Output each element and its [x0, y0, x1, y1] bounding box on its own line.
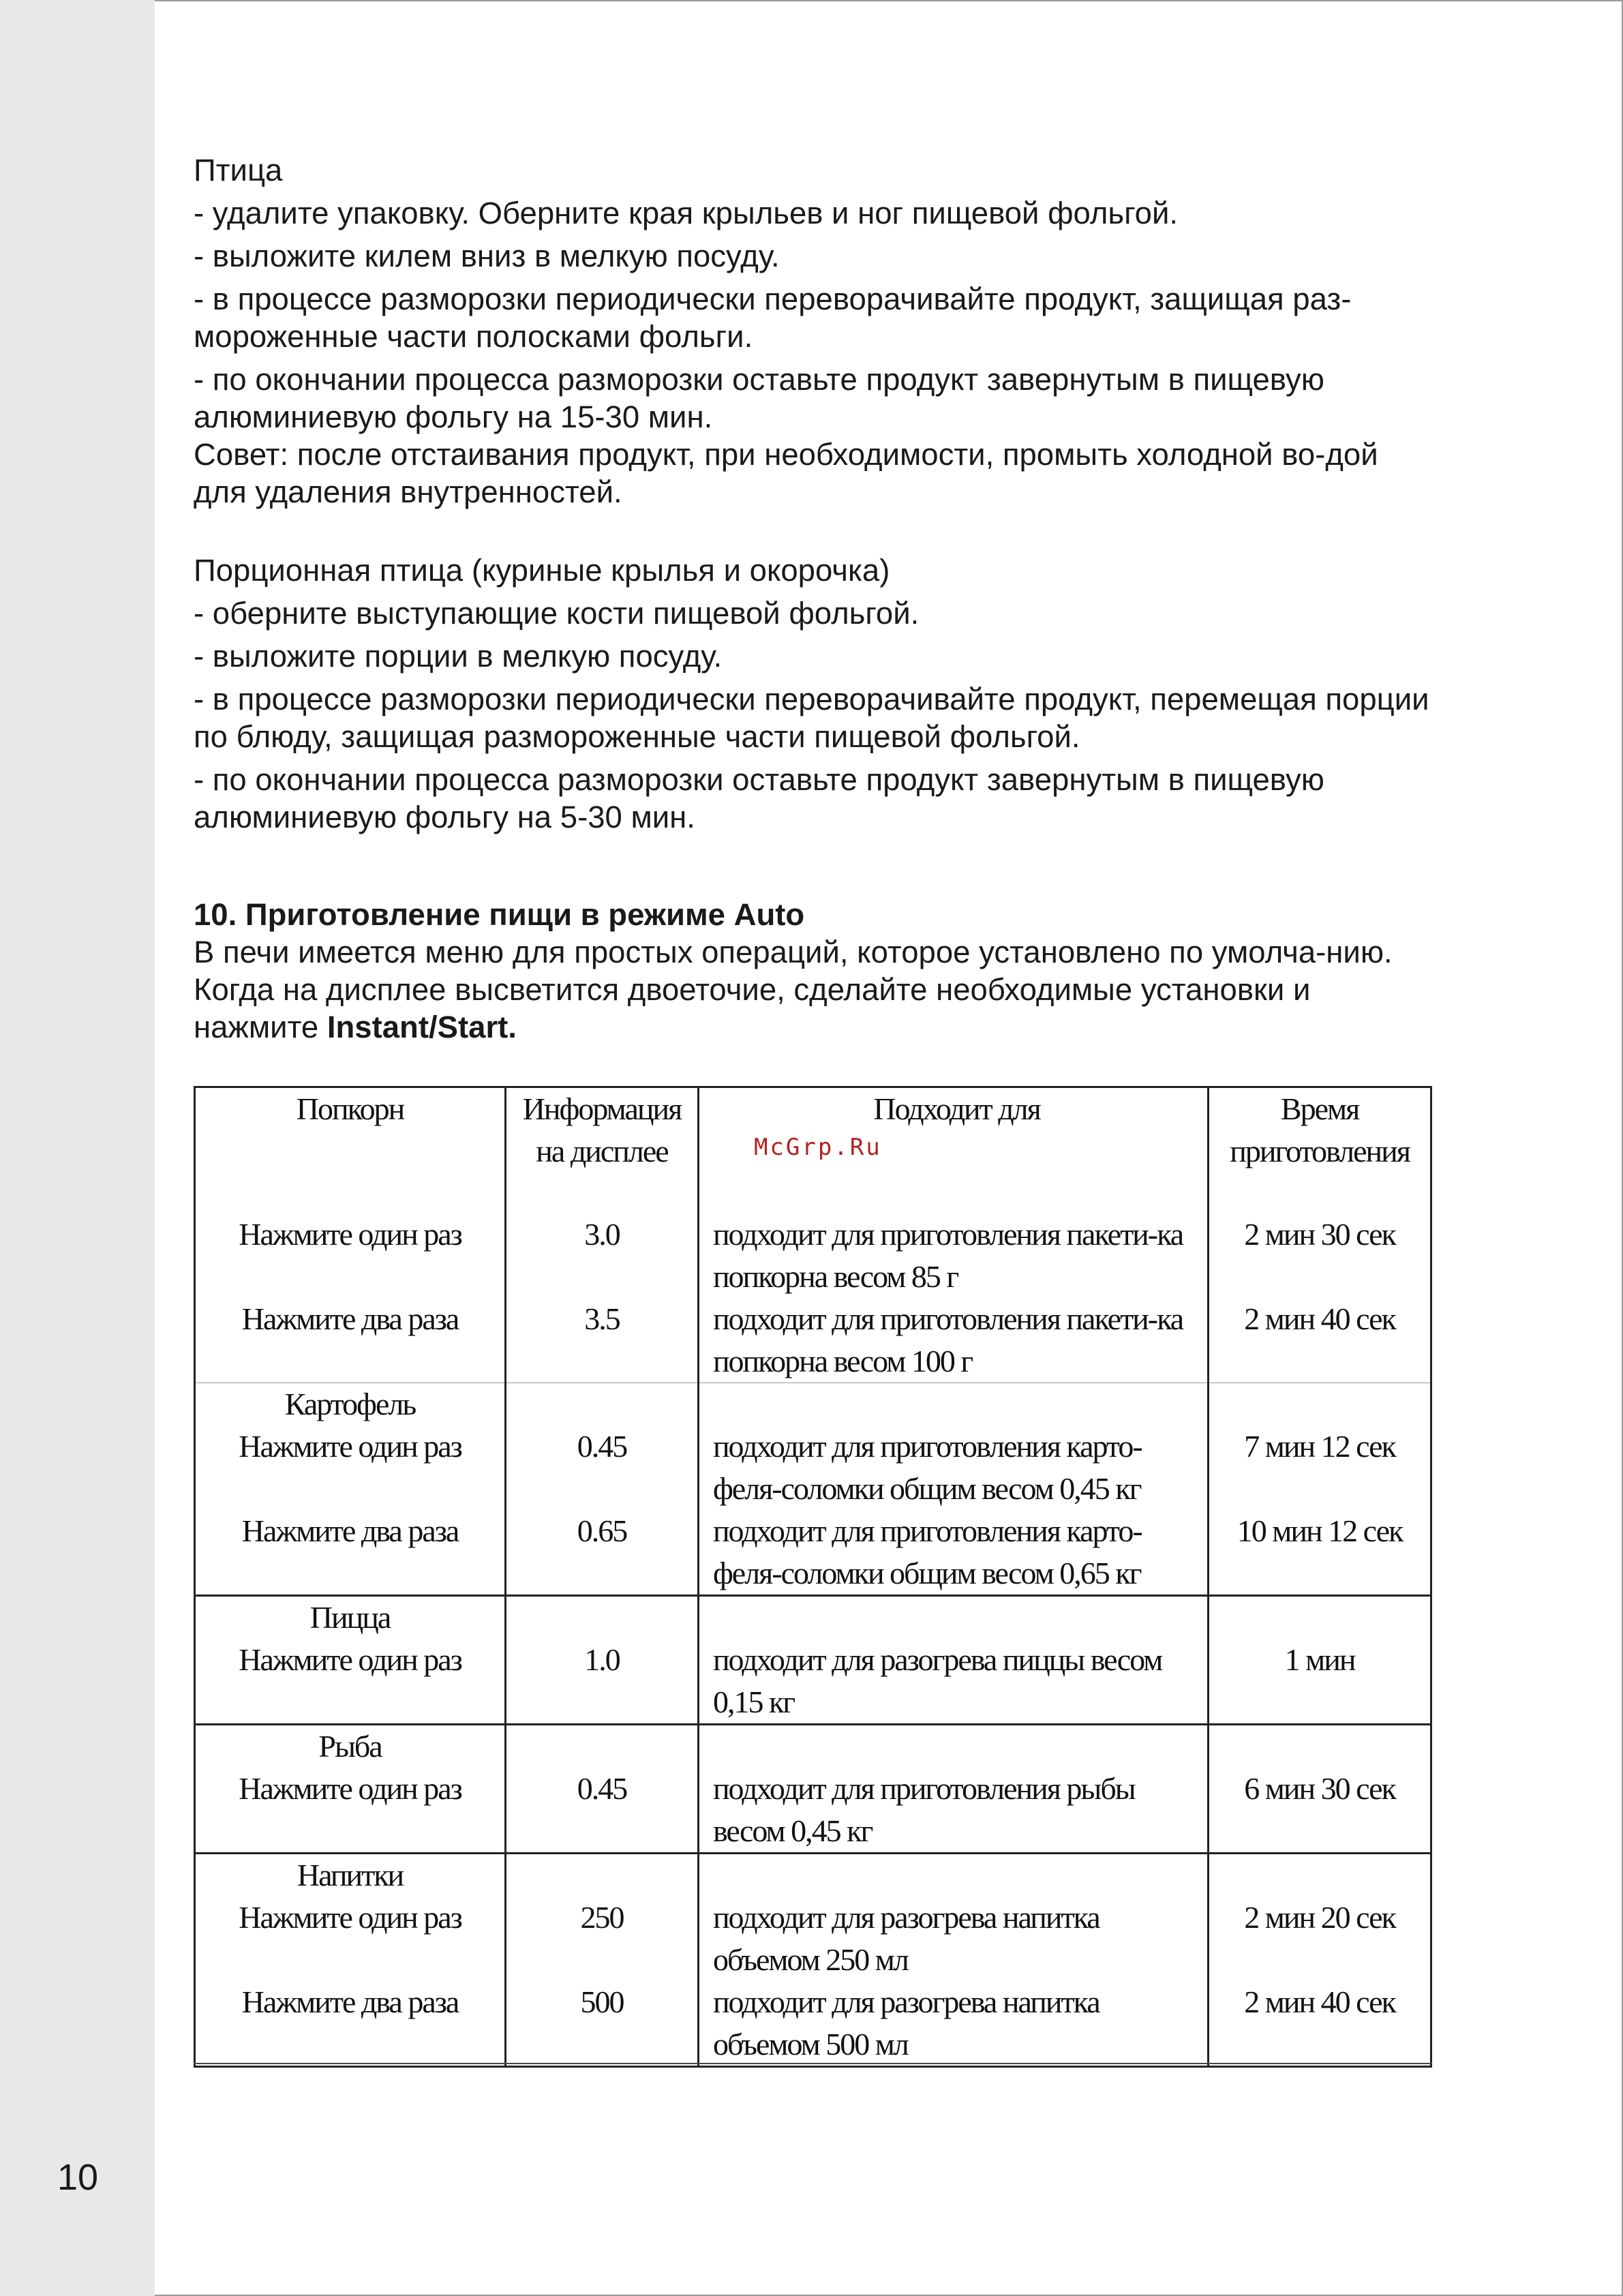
table-row: [195, 1639, 1431, 1725]
time-cell: 1 мин: [1209, 1639, 1431, 1725]
display-cell: 0.45: [506, 1768, 699, 1854]
group-title-row: [195, 1725, 1431, 1768]
portion-line: - выложите порции в мелкую посуду.: [194, 639, 723, 674]
display-cell: 1.0: [506, 1639, 699, 1725]
table-row: [195, 1298, 1431, 1383]
table-row: [195, 1768, 1431, 1854]
display-cell: 500: [506, 1981, 699, 2067]
display-cell: 0.65: [506, 1510, 699, 1596]
press-cell: Нажмите два раза: [195, 1981, 506, 2067]
desc-cell: подходит для разогрева напитка объемом 250 мл: [698, 1897, 1208, 1981]
bird-line: - по окончании процесса разморозки оставьте продукт завернутым в пищевую алюминиевую фольгу на 15-30 мин.: [194, 362, 1324, 434]
desc-cell: подходит для приготовления карто-феля-соломки общим весом 0,65 кг: [698, 1510, 1208, 1596]
desc-cell: подходит для приготовления карто-феля-соломки общим весом 0,45 кг: [698, 1425, 1208, 1510]
desc-cell: подходит для разогрева пиццы весом 0,15 кг: [698, 1639, 1208, 1725]
header-display: Информация на дисплее: [506, 1087, 699, 1173]
display-cell: 3.0: [506, 1213, 699, 1298]
table-row: [195, 1981, 1431, 2067]
bird-title: Птица: [194, 153, 283, 187]
auto-intro-text: В печи имеется меню для простых операций, которое установлено по умолча-нию. Когда на дисплее высветится двоеточие, сделайте необходимые установки и нажмите: [194, 935, 1393, 1044]
press-cell: Нажмите два раза: [195, 1298, 506, 1383]
header-time: Время приготовления: [1209, 1087, 1431, 1173]
press-cell: Нажмите один раз: [195, 1897, 506, 1981]
document-content: [194, 151, 1434, 1046]
auto-menu-table: [194, 1086, 1432, 2068]
group-title-potato: Картофель: [195, 1383, 506, 1426]
desc-cell: подходит для разогрева напитка объемом 500 мл: [698, 1981, 1208, 2067]
table-row: [195, 1213, 1431, 1298]
group-title-drinks: Напитки: [195, 1854, 506, 1897]
time-cell: 2 мин 40 сек: [1209, 1981, 1431, 2067]
group-title-row: [195, 1596, 1431, 1640]
press-cell: Нажмите один раз: [195, 1639, 506, 1725]
time-cell: 10 мин 12 сек: [1209, 1510, 1431, 1596]
time-cell: 2 мин 30 сек: [1209, 1213, 1431, 1298]
display-cell: 3.5: [506, 1298, 699, 1383]
desc-cell: подходит для приготовления рыбы весом 0,45 кг: [698, 1768, 1208, 1854]
table-spacer-row: [195, 1173, 1431, 1213]
group-title-row: [195, 1383, 1431, 1426]
time-cell: 7 мин 12 сек: [1209, 1425, 1431, 1510]
group-title-pizza: Пицца: [195, 1596, 506, 1640]
auto-menu-table-wrap: [194, 1086, 1432, 2068]
time-cell: 2 мин 20 сек: [1209, 1897, 1431, 1981]
portion-line: - оберните выступающие кости пищевой фольгой.: [194, 596, 920, 631]
header-popcorn: Попкорн: [195, 1087, 506, 1173]
display-cell: 0.45: [506, 1425, 699, 1510]
watermark: McGrp.Ru: [753, 1134, 882, 1161]
table-row: [195, 1510, 1431, 1596]
bird-line: - удалите упаковку. Оберните края крыльев и ног пищевой фольгой.: [194, 196, 1179, 230]
bird-line: - выложите килем вниз в мелкую посуду.: [194, 239, 780, 273]
header-suitable: Подходит для McGrp.Ru: [698, 1087, 1208, 1173]
press-cell: Нажмите один раз: [195, 1425, 506, 1510]
table-header-row: [195, 1087, 1431, 1173]
instant-start-label: Instant/Start.: [327, 1010, 517, 1044]
press-cell: Нажмите один раз: [195, 1768, 506, 1854]
page-number: 10: [57, 2157, 99, 2198]
time-cell: 6 мин 30 сек: [1209, 1768, 1431, 1854]
bottom-rule: [194, 2063, 1432, 2064]
table-row: [195, 1425, 1431, 1510]
display-cell: 250: [506, 1897, 699, 1981]
bird-line: - в процессе разморозки периодически переворачивайте продукт, защищая раз-мороженные части полосками фольги.: [194, 282, 1352, 354]
portion-title: Порционная птица (куриные крылья и окорочка): [194, 553, 890, 588]
table-row: [195, 1897, 1431, 1981]
portion-line: - в процессе разморозки периодически переворачивайте продукт, перемещая порции по блюду, защищая размороженные части пищевой фольгой.: [194, 682, 1429, 754]
section-heading: 10. Приготовление пищи в режиме Auto: [194, 897, 805, 932]
desc-cell: подходит для приготовления пакети-ка попкорна весом 100 г: [698, 1298, 1208, 1383]
group-title-fish: Рыба: [195, 1725, 506, 1768]
auto-intro: [194, 933, 1434, 1046]
press-cell: Нажмите один раз: [195, 1213, 506, 1298]
time-cell: 2 мин 40 сек: [1209, 1298, 1431, 1383]
desc-cell: подходит для приготовления пакети-ка попкорна весом 85 г: [698, 1213, 1208, 1298]
bird-tip: Совет: после отстаивания продукт, при необходимости, промыть холодной во-дой для удаления внутренностей.: [194, 437, 1378, 509]
portion-line: - по окончании процесса разморозки оставьте продукт завернутым в пищевую алюминиевую фольгу на 5-30 мин.: [194, 762, 1324, 834]
press-cell: Нажмите два раза: [195, 1510, 506, 1596]
group-title-row: [195, 1854, 1431, 1897]
